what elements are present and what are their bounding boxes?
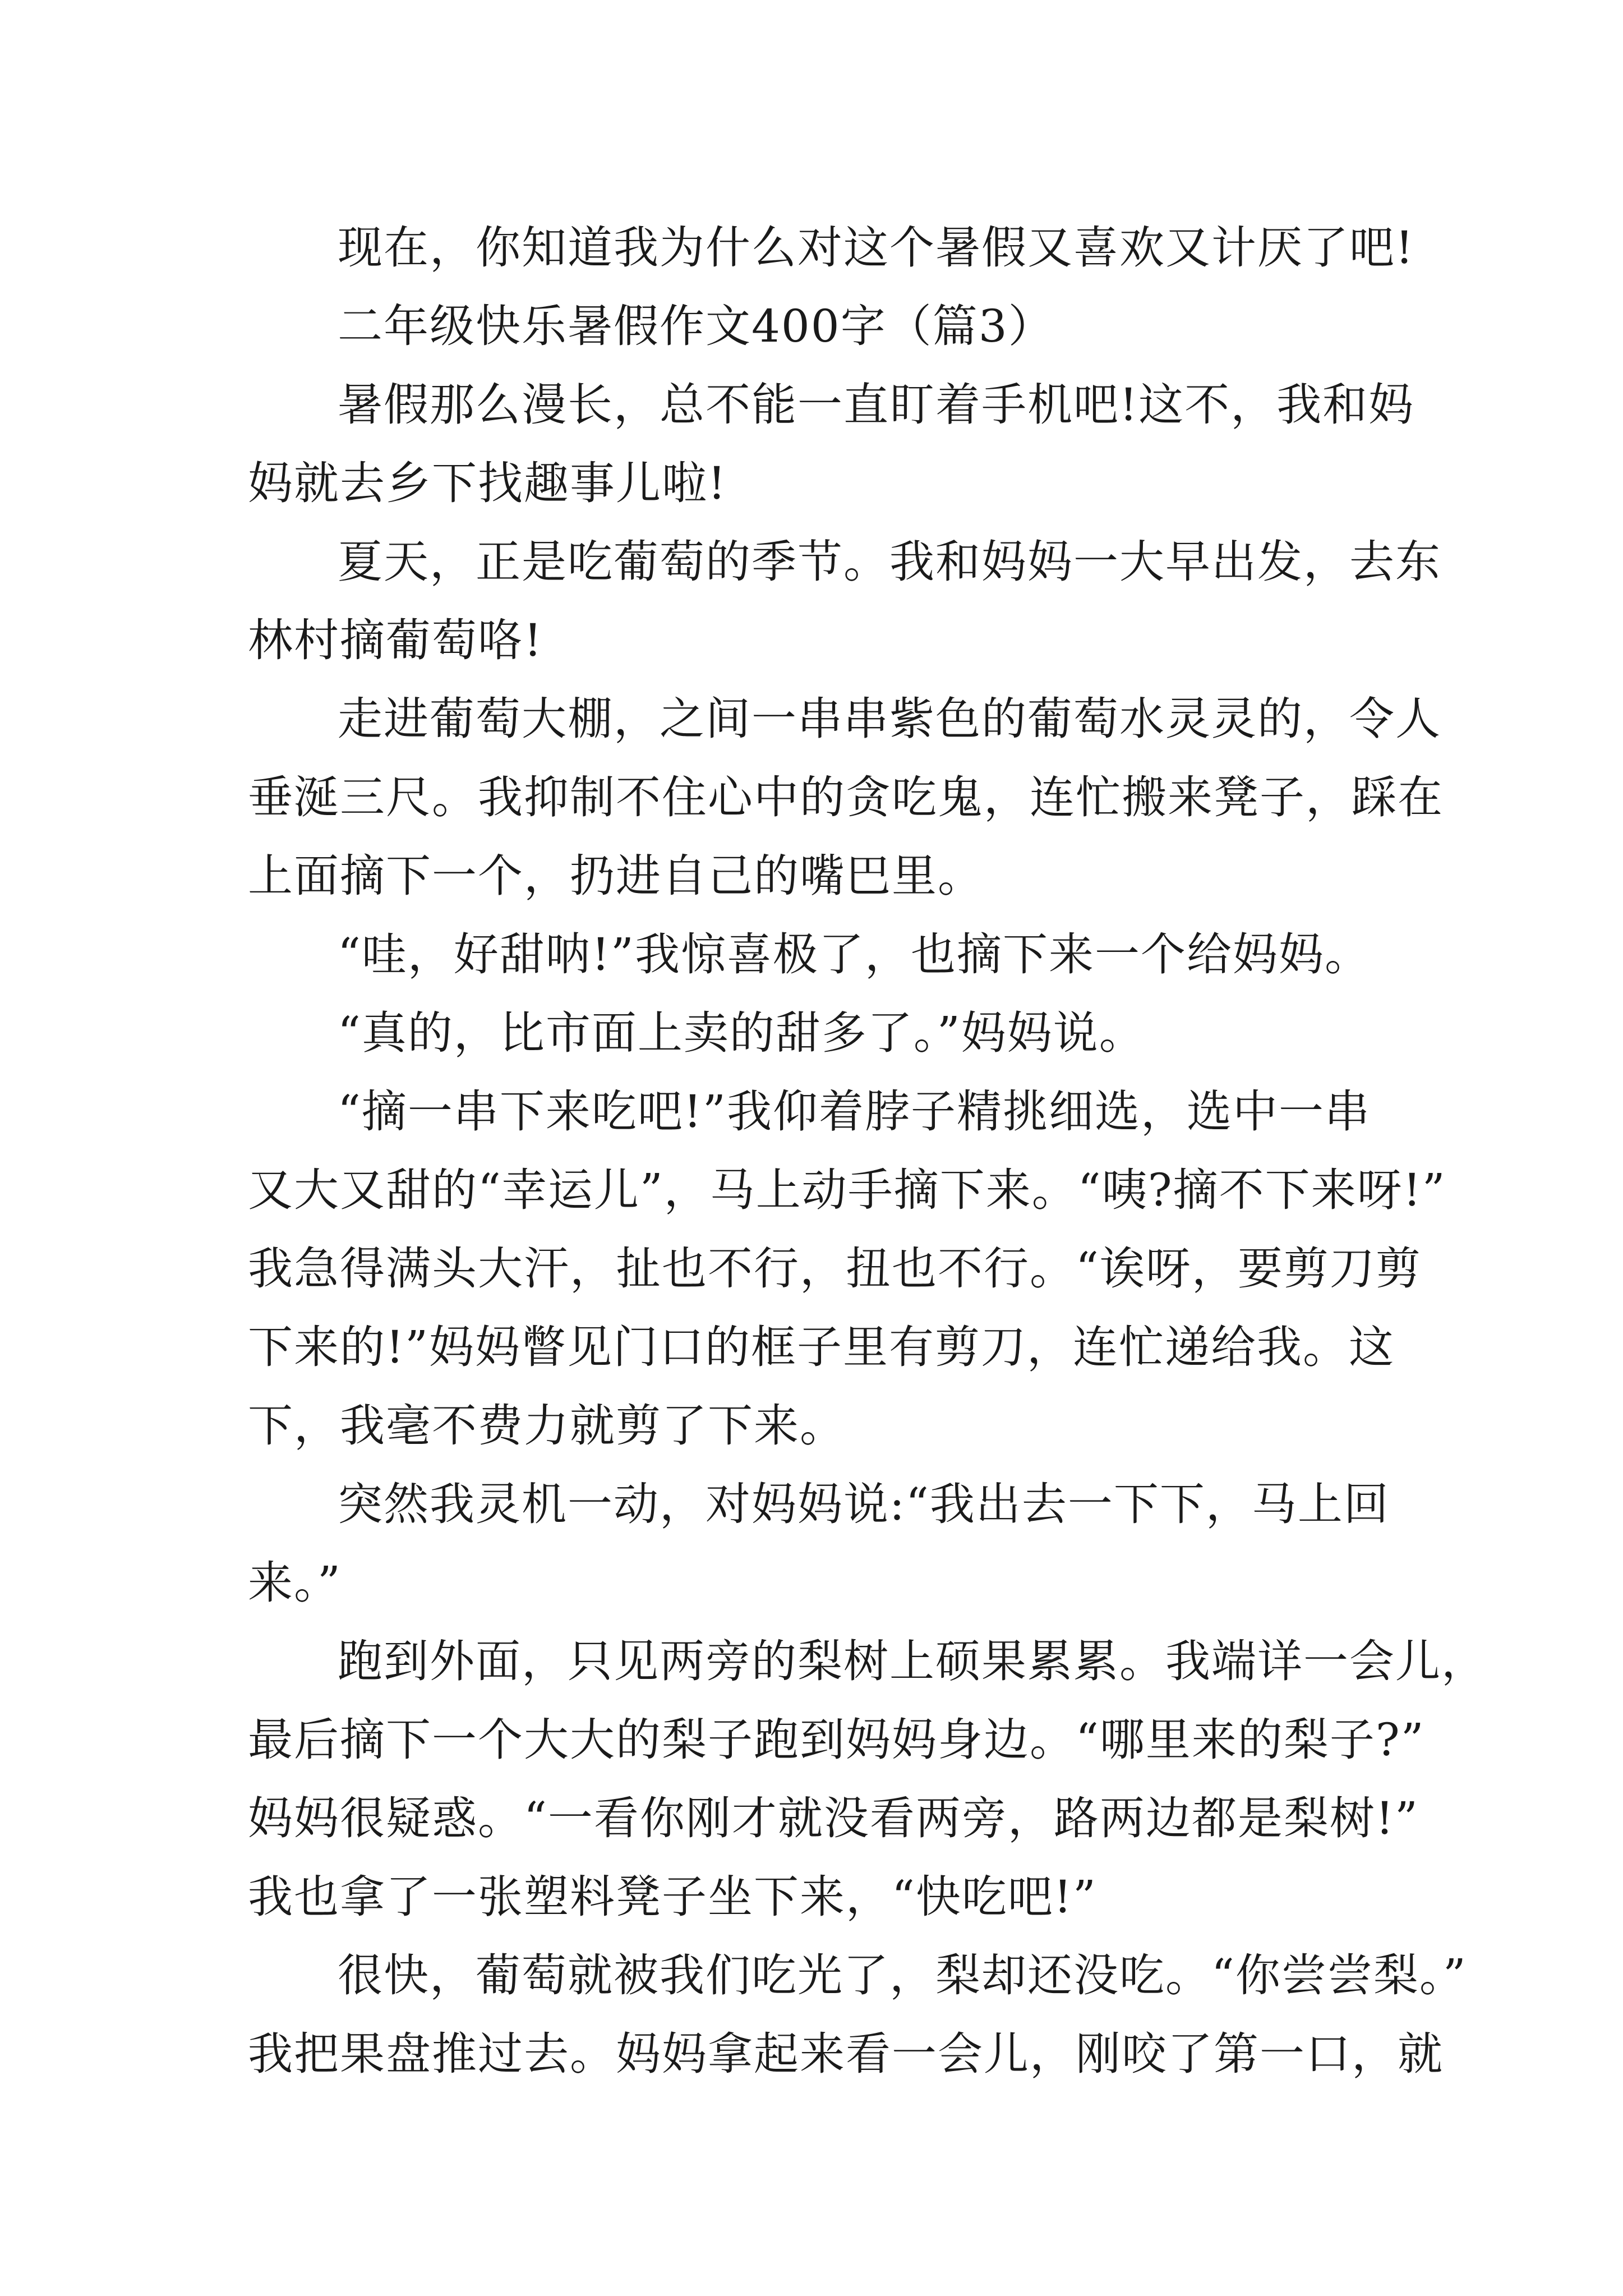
text-line: 走进葡萄大棚，之间一串串紫色的葡萄水灵灵的，令人 [338,693,1441,745]
text-line: “摘一串下来吃吧!”我仰着脖子精挑细选，选中一串 [338,1085,1371,1138]
text-line: 妈妈很疑惑。“一看你刚才就没看两旁，路两边都是梨树!” [248,1792,1419,1844]
text-line: 垂涎三尺。我抑制不住心中的贪吃鬼，连忙搬来凳子，踩在 [248,771,1444,823]
text-line: 跑到外面，只见两旁的梨树上硕果累累。我端详一会儿， [338,1635,1487,1687]
text-line: 妈就去乡下找趣事儿啦! [248,457,727,509]
text-line: 夏天，正是吃葡萄的季节。我和妈妈一大早出发，去东 [338,536,1441,588]
text-line: 暑假那么漫长，总不能一直盯着手机吧!这不，我和妈 [338,379,1415,431]
text-line: 突然我灵机一动，对妈妈说:“我出去一下下，马上回 [338,1478,1390,1530]
text-line: 上面摘下一个，扔进自己的嘴巴里。 [248,850,984,902]
essay-body [248,209,1487,2093]
text-line: 现在，你知道我为什么对这个暑假又喜欢又计厌了吧! [338,222,1415,274]
text-line: 最后摘下一个大大的梨子跑到妈妈身边。“哪里来的梨子?” [248,1714,1425,1766]
text-line: “真的，比市面上卖的甜多了。”妈妈说。 [338,1007,1145,1059]
text-line: 我也拿了一张塑料凳子坐下来，“快吃吧!” [248,1871,1097,1923]
section-heading: 二年级快乐暑假作文400字（篇3） [338,300,1054,352]
text-line: 我把果盘推过去。妈妈拿起来看一会儿，刚咬了第一口，就 [248,2028,1444,2080]
text-line: 很快，葡萄就被我们吃光了，梨却还没吃。“你尝尝梨。” [338,1949,1467,2001]
text-line: 林村摘葡萄咯! [248,614,543,666]
text-line: “哇，好甜呐!”我惊喜极了，也摘下来一个给妈妈。 [338,928,1371,981]
text-line: 下，我毫不费力就剪了下来。 [248,1400,846,1452]
text-line: 来。” [248,1557,342,1609]
text-line: 我急得满头大汗，扯也不行，扭也不行。“诶呀，要剪刀剪 [248,1243,1422,1295]
text-line: 又大又甜的“幸运儿”，马上动手摘下来。“咦?摘不下来呀!” [248,1164,1446,1216]
text-line: 下来的!”妈妈瞥见门口的框子里有剪刀，连忙递给我。这 [248,1321,1395,1373]
